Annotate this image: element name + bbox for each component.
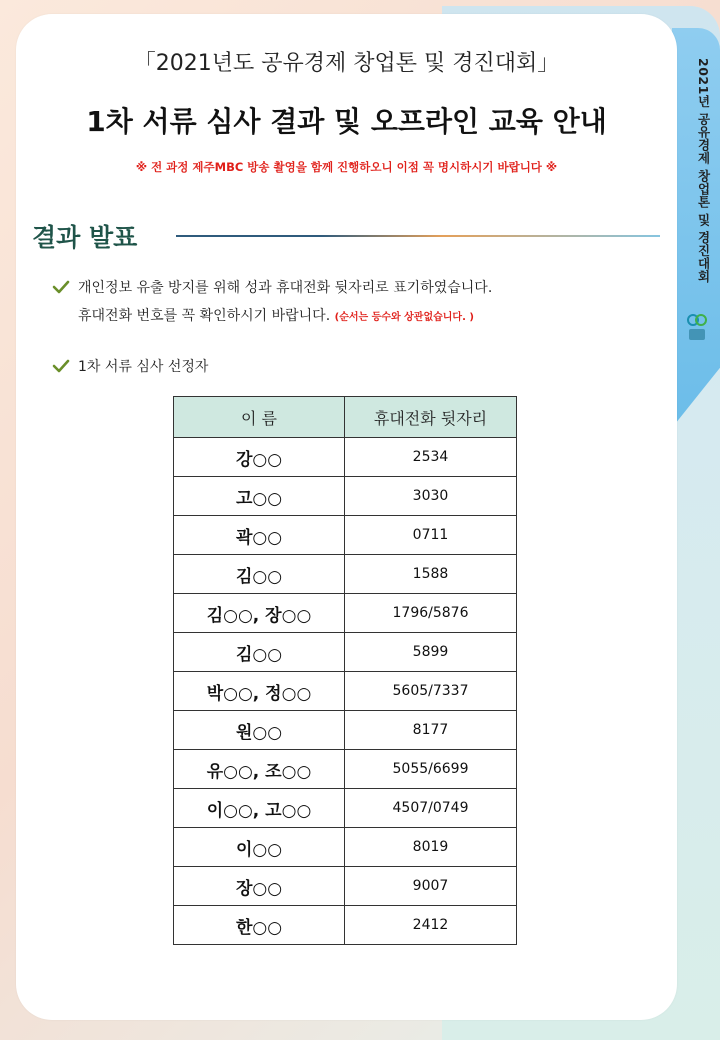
name-cell: 강○○ — [174, 438, 345, 477]
table-row — [174, 516, 517, 555]
phone-cell: 8177 — [345, 711, 517, 750]
table-row — [174, 906, 517, 945]
phone-cell: 1588 — [345, 555, 517, 594]
table-row — [174, 828, 517, 867]
check-phone-note — [78, 305, 474, 325]
section-divider — [176, 235, 660, 237]
name-cell: 김○○ — [174, 555, 345, 594]
column-header-phone: 휴대전화 뒷자리 — [345, 397, 517, 438]
table-row — [174, 633, 517, 672]
name-cell: 장○○ — [174, 867, 345, 906]
table-row — [174, 555, 517, 594]
order-note: (순서는 등수와 상관없습니다. ) — [334, 312, 474, 323]
phone-cell: 0711 — [345, 516, 517, 555]
phone-cell: 3030 — [345, 477, 517, 516]
table-header-row — [174, 397, 517, 438]
results-table — [173, 396, 517, 945]
check-phone-text: 휴대전화 번호를 꼭 확인하시기 바랍니다. — [78, 308, 331, 324]
name-cell: 원○○ — [174, 711, 345, 750]
section-title: 결과 발표 — [32, 223, 138, 252]
table-row — [174, 789, 517, 828]
phone-cell: 5899 — [345, 633, 517, 672]
table-row — [174, 594, 517, 633]
privacy-note: 개인정보 유출 방지를 위해 성과 휴대전화 뒷자리로 표기하였습니다. — [78, 280, 493, 296]
phone-cell: 8019 — [345, 828, 517, 867]
checkmark-icon — [52, 359, 70, 373]
name-cell: 김○○, 장○○ — [174, 594, 345, 633]
checkmark-icon — [52, 280, 70, 294]
name-cell: 이○○, 고○○ — [174, 789, 345, 828]
phone-cell: 5055/6699 — [345, 750, 517, 789]
table-row — [174, 477, 517, 516]
table-row — [174, 672, 517, 711]
side-tab-text: 2021년 공유경제 창업톤 및 경진대회 — [696, 58, 711, 284]
phone-cell: 1796/5876 — [345, 594, 517, 633]
phone-cell: 2412 — [345, 906, 517, 945]
selected-list-label: 1차 서류 심사 선정자 — [78, 359, 209, 375]
name-cell: 한○○ — [174, 906, 345, 945]
infinity-logo-icon — [686, 312, 708, 342]
name-cell: 이○○ — [174, 828, 345, 867]
column-header-name: 이 름 — [174, 397, 345, 438]
phone-cell: 4507/0749 — [345, 789, 517, 828]
phone-cell: 2534 — [345, 438, 517, 477]
name-cell: 곽○○ — [174, 516, 345, 555]
name-cell: 유○○, 조○○ — [174, 750, 345, 789]
table-row — [174, 867, 517, 906]
phone-cell: 9007 — [345, 867, 517, 906]
page-title: 1차 서류 심사 결과 및 오프라인 교육 안내 — [86, 105, 607, 138]
name-cell: 김○○ — [174, 633, 345, 672]
name-cell: 박○○, 정○○ — [174, 672, 345, 711]
page-subtitle: 「2021년도 공유경제 창업톤 및 경진대회」 — [133, 51, 560, 76]
broadcast-notice: ※ 전 과정 제주MBC 방송 촬영을 함께 진행하오니 이점 꼭 명시하시기 바랍니다 ※ — [135, 160, 558, 174]
table-row — [174, 438, 517, 477]
table-row — [174, 711, 517, 750]
phone-cell: 5605/7337 — [345, 672, 517, 711]
name-cell: 고○○ — [174, 477, 345, 516]
table-row — [174, 750, 517, 789]
